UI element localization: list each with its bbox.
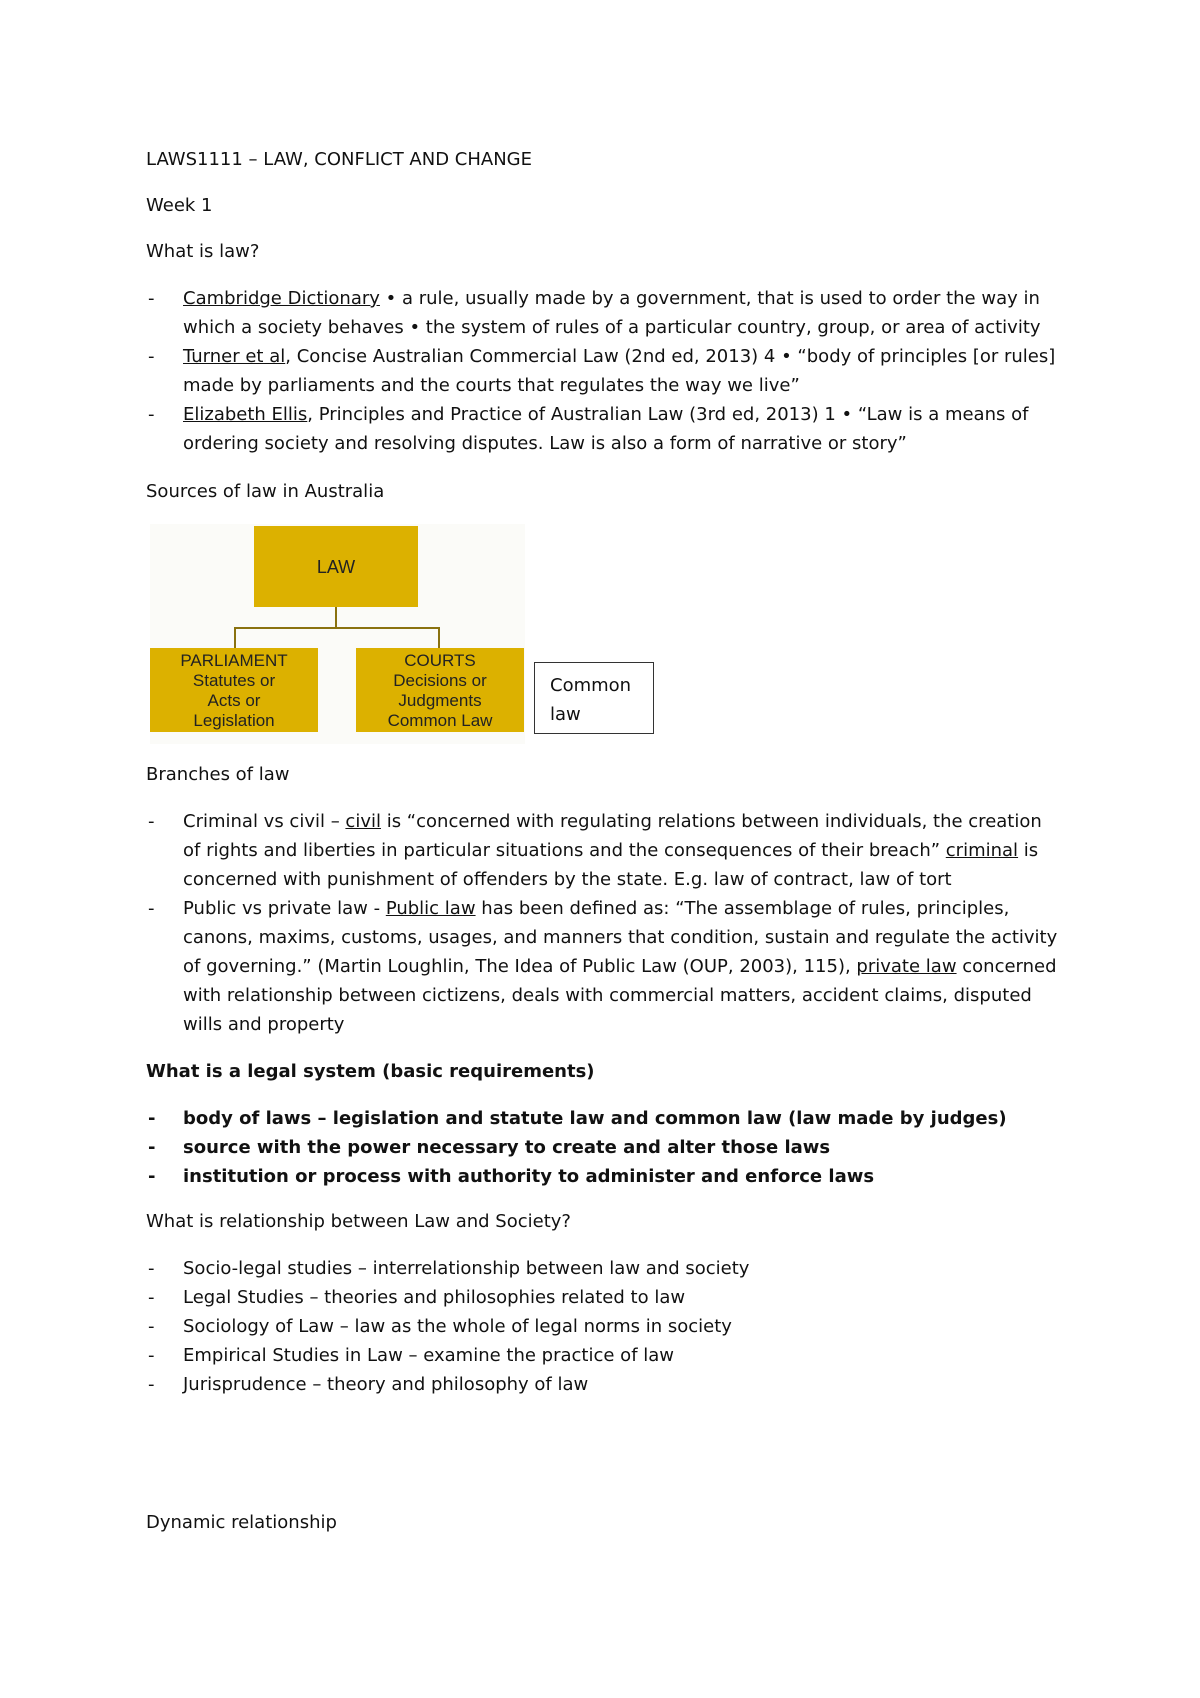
list-item: - Jurisprudence – theory and philosophy of law xyxy=(146,1370,1086,1399)
legal-system-heading: What is a legal system (basic requirements) xyxy=(146,1061,595,1082)
law-society-heading: What is relationship between Law and Society? xyxy=(146,1211,571,1232)
connector-line xyxy=(234,627,236,648)
source-name: Cambridge Dictionary xyxy=(183,288,380,309)
source-name: Turner et al xyxy=(183,346,286,367)
sources-of-law-chart xyxy=(150,524,525,744)
branches-heading: Branches of law xyxy=(146,764,290,785)
courts-box: COURTS Decisions or Judgments Common Law xyxy=(356,648,524,732)
law-box: LAW xyxy=(254,526,418,607)
list-item: - body of laws – legislation and statute law and common law (law made by judges) xyxy=(146,1104,1086,1133)
dynamic-relationship-heading: Dynamic relationship xyxy=(146,1512,337,1533)
list-item: - Legal Studies – theories and philosophies related to law xyxy=(146,1283,1086,1312)
list-item: - source with the power necessary to create and alter those laws xyxy=(146,1133,1086,1162)
list-item: - Criminal vs civil – civil is “concerned with regulating relations between individuals, the creation of rights and liberties in particular situations and the consequences of their breach” criminal is concerned with punishment of offenders by the state. E.g. law of contract, law of tort xyxy=(146,807,1086,894)
legal-system-list xyxy=(146,1104,1086,1191)
list-item: - Public vs private law - Public law has been defined as: “The assemblage of rules, principles, canons, maxims, customs, usages, and manners that condition, sustain and regulate the activity of governing.” (Martin Loughlin, The Idea of Public Law (OUP, 2003), 115), private law concerned with relationship between cictizens, deals with commercial matters, accident claims, disputed wills and property xyxy=(146,894,1086,1039)
law-definitions-list xyxy=(146,284,1066,458)
source-name: Elizabeth Ellis xyxy=(183,404,308,425)
list-item: - institution or process with authority to administer and enforce laws xyxy=(146,1162,1086,1191)
sources-heading: Sources of law in Australia xyxy=(146,481,385,502)
list-item: - Cambridge Dictionary • a rule, usually made by a government, that is used to order the way in which a society behaves • the system of rules of a particular country, group, or area of activity xyxy=(146,284,1066,342)
document-title: LAWS1111 – LAW, CONFLICT AND CHANGE xyxy=(146,149,532,170)
week-label: Week 1 xyxy=(146,195,213,216)
list-item: - Sociology of Law – law as the whole of legal norms in society xyxy=(146,1312,1086,1341)
connector-line xyxy=(234,627,440,629)
what-is-law-heading: What is law? xyxy=(146,241,260,262)
connector-line xyxy=(335,607,337,627)
list-item: - Elizabeth Ellis, Principles and Practice of Australian Law (3rd ed, 2013) 1 • “Law is a means of ordering society and resolving disputes. Law is also a form of narrative or story” xyxy=(146,400,1066,458)
common-law-box: Common law xyxy=(534,662,654,734)
parliament-box: PARLIAMENT Statutes or Acts or Legislation xyxy=(150,648,318,732)
list-item: - Empirical Studies in Law – examine the practice of law xyxy=(146,1341,1086,1370)
list-item: - Socio-legal studies – interrelationship between law and society xyxy=(146,1254,1086,1283)
connector-line xyxy=(438,627,440,648)
law-society-list xyxy=(146,1254,1086,1399)
list-item: - Turner et al, Concise Australian Commercial Law (2nd ed, 2013) 4 • “body of principles [or rules] made by parliaments and the courts that regulates the way we live” xyxy=(146,342,1066,400)
branches-list xyxy=(146,807,1086,1039)
